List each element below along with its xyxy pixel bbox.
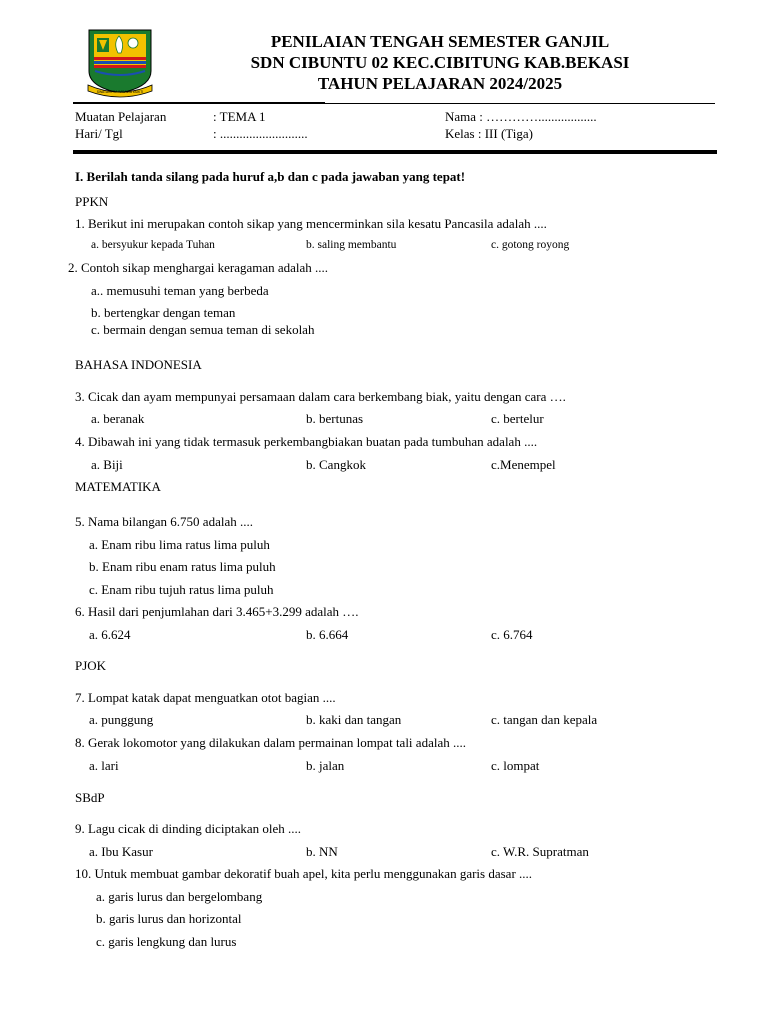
q5-option-c: c. Enam ribu tujuh ratus lima puluh: [89, 582, 274, 597]
q6-option-b: b. 6.664: [306, 627, 349, 642]
q4-text: 4. Dibawah ini yang tidak termasuk perkembangbiakan buatan pada tumbuhan adalah ....: [75, 434, 538, 449]
q6-text: 6. Hasil dari penjumlahan dari 3.465+3.299 adalah ….: [75, 604, 359, 619]
section-bahasa-indonesia: BAHASA INDONESIA: [75, 357, 202, 372]
school-name: SDN CIBUNTU 02 KEC.CIBITUNG KAB.BEKASI: [250, 53, 630, 72]
q8-option-a: a. lari: [89, 758, 119, 773]
hari-value: : ...........................: [213, 126, 308, 141]
q2-text: 2. Contoh sikap menghargai keragaman adalah ....: [68, 260, 329, 275]
q3-text: 3. Cicak dan ayam mempunyai persamaan dalam cara berkembang biak, yaitu dengan cara ….: [75, 389, 566, 404]
q4-option-b: b. Cangkok: [306, 457, 366, 472]
section-pjok: PJOK: [75, 658, 107, 673]
section-ppkn: PPKN: [75, 194, 109, 209]
header-divider: [73, 103, 715, 104]
q9-text: 9. Lagu cicak di dinding diciptakan oleh ....: [75, 821, 301, 836]
q2-option-c: c. bermain dengan semua teman di sekolah: [91, 322, 315, 337]
q6-option-c: c. 6.764: [491, 627, 533, 642]
bekasi-crest-logo: [85, 27, 155, 99]
q6-option-a: a. 6.624: [89, 627, 131, 642]
q10-text: 10. Untuk membuat gambar dekoratif buah apel, kita perlu menggunakan garis dasar ....: [75, 866, 533, 881]
q4-option-c: c.Menempel: [491, 457, 556, 472]
q7-option-a: a. punggung: [89, 712, 154, 727]
q10-option-c: c. garis lengkung dan lurus: [96, 934, 237, 949]
academic-year: TAHUN PELAJARAN 2024/2025: [317, 74, 563, 93]
q9-option-c: c. W.R. Supratman: [491, 844, 589, 859]
instruction: I. Berilah tanda silang pada huruf a,b dan c pada jawaban yang tepat!: [75, 169, 466, 184]
exam-title: PENILAIAN TENGAH SEMESTER GANJIL: [270, 32, 610, 51]
q9-option-b: b. NN: [306, 844, 338, 859]
hari-label: Hari/ Tgl: [75, 126, 123, 141]
q8-option-b: b. jalan: [306, 758, 345, 773]
muatan-value: : TEMA 1: [213, 109, 266, 124]
q1-text: 1. Berikut ini merupakan contoh sikap yang mencerminkan sila kesatu Pancasila adalah ....: [75, 216, 547, 231]
q4-option-a: a. Biji: [91, 457, 123, 472]
q1-option-c: c. gotong royong: [491, 239, 570, 251]
q2-option-b: b. bertengkar dengan teman: [91, 305, 236, 320]
q5-option-b: b. Enam ribu enam ratus lima puluh: [89, 559, 276, 574]
q7-option-c: c. tangan dan kepala: [491, 712, 598, 727]
q8-text: 8. Gerak lokomotor yang dilakukan dalam permainan lompat tali adalah ....: [75, 735, 466, 750]
q10-option-b: b. garis lurus dan horizontal: [96, 911, 242, 926]
q3-option-a: a. beranak: [91, 411, 145, 426]
muatan-label: Muatan Pelajaran: [75, 109, 167, 124]
q10-option-a: a. garis lurus dan bergelombang: [96, 889, 263, 904]
info-divider: [73, 150, 717, 154]
q3-option-c: c. bertelur: [491, 411, 544, 426]
q7-option-b: b. kaki dan tangan: [306, 712, 402, 727]
q5-text: 5. Nama bilangan 6.750 adalah ....: [75, 514, 253, 529]
nama-field: Nama : …………..................: [445, 109, 597, 124]
q8-option-c: c. lompat: [491, 758, 540, 773]
q3-option-b: b. bertunas: [306, 411, 364, 426]
q7-text: 7. Lompat katak dapat menguatkan otot bagian ....: [75, 690, 336, 705]
q5-option-a: a. Enam ribu lima ratus lima puluh: [89, 537, 270, 552]
q9-option-a: a. Ibu Kasur: [89, 844, 153, 859]
kelas-field: Kelas : III (Tiga): [445, 126, 533, 141]
section-sbdp: SBdP: [75, 790, 105, 805]
q2-option-a: a.. memusuhi teman yang berbeda: [91, 283, 269, 298]
logo-motto: SWATANTRA WIBAWA MUKTI: [96, 90, 144, 94]
q1-option-a: a. bersyukur kepada Tuhan: [91, 239, 215, 251]
q1-option-b: b. saling membantu: [306, 239, 397, 251]
section-matematika: MATEMATIKA: [75, 479, 161, 494]
